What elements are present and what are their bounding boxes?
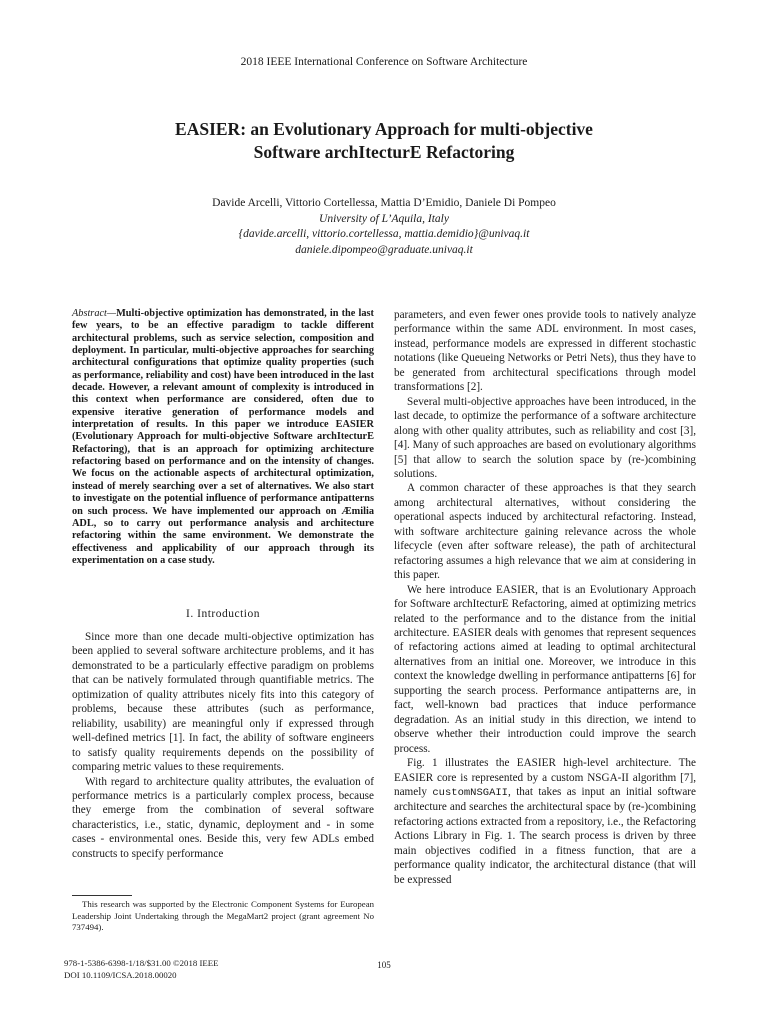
author-email-2: daniele.dipompeo@graduate.univaq.it [295,243,473,256]
intro-paragraph [394,756,696,887]
algorithm-name-code: customNSGAII [432,786,508,799]
intro-paragraph: With regard to architecture quality attributes, the evaluation of performance metrics is a particularly complex process, because they emerge from the combination of several software characteristics, i.e., static, dynamic, deployment and - in some cases - environmental ones. Beside this, very few ADLs embed constructs to specify performance [72,775,374,860]
conference-header: 2018 IEEE International Conference on Software Architecture [240,56,528,68]
abstract-label: Abstract— [72,308,117,319]
paper-title [100,118,668,164]
introduction-left-column [72,630,374,861]
abstract [72,308,374,567]
funding-footnote [72,899,374,934]
title-line-2: Software archItecturE Refactoring [253,142,515,162]
abstract-text: Multi-objective optimization has demonstrated, in the last few years, to be an effective paradigm to tackle different architectural problems, such as service selection, composition and deployment. In particular, multi-objective approaches for searching architectural configurations that optimize quality properties (such as performance, reliability and cost) have been introduced in the last decade. However, a relevant amount of complexity is introduced in this context when performance are considered, often due to expensive iterative generation of performance models and interpretation of results. In this paper we introduce EASIER (Evolutionary Approach for multi-objective Software archItecturE Refactoring), that is an approach for optimizing architecture refactoring based on performance and on the intensity of changes. We focus on the actionable aspects of architectural optimization, instead of merely searching over a set of alternatives. We also start to investigate on the potential influence of performance antipatterns on such process. We have implemented our approach on Æmilia ADL, so to carry out performance analysis and architecture refactoring within the same environment. We demonstrate the effectiveness and applicability of our approach through its experimentation on a case study. [72,308,374,566]
intro-paragraph: Several multi-objective approaches have been introduced, in the last decade, to optimize the performance of a software architecture along with other quality attributes, such as reliability and cost [3], [4]. Many of such approaches are based on evolutionary algorithms [5] that allow to search the solution space by (re-)combining solutions. [394,395,696,480]
intro-paragraph: We here introduce EASIER, that is an Evolutionary Approach for Software archItecturE Refactoring, aimed at optimizing metrics related to the performance and to the distance from the initial architecture. EASIER deals with genomes that represent sequences of refactoring actions aimed at leading to optimal architectural alternatives from an initial one. Moreover, we introduce in this context the knowledge dwelling in performance antipatterns [6] for supporting the search process. Performance antipatterns are, in fact, well-known bad practices that induce performance degradation. As an initial study in this direction, we intend to observe whether their introduction could improve the search process. [394,583,696,755]
doi-line: DOI 10.1109/ICSA.2018.00020 [64,969,177,980]
intro-paragraph: Since more than one decade multi-objective optimization has been applied to several software architecture problems, and it has demonstrated to be a particularly effective paradigm on problems that can be natively formulated through quantifiable metrics. The optimization of quality attributes nicely fits into this category of problems, because these attributes (such as performance, reliability, usability) are meaningful only if expressed through well-defined metrics [1]. In fact, the ability of software engineers to satisfy quality requirements depends on the possibility of comparing metric values to these requirements. [72,631,374,774]
intro-text: Fig. 1 illustrates the EASIER high-level architecture. The EASIER core is represented by a custom NSGA-II algorithm [7], namely [394,757,696,798]
intro-text: , that takes as input an initial software architecture and searches the architectural space by (re-)combining refactoring actions extracted from a repository, i.e., the Refactoring Actions Library in Fig. 1. The search process is driven by three main objectives codified in a fitness function, that are a performance quality indicator, the architectural distance (that will be expressed [394,785,696,886]
page-number: 105 [377,960,391,970]
intro-paragraph: parameters, and even fewer ones provide tools to natively analyze performance within the same ADL environment. In most cases, instead, performance models are expressed in different stochastic notations (like Queueing Networks or Petri Nets), thus they have to be generated from architectural specifications through model transformations [2]. [394,309,696,394]
introduction-right-column [394,308,696,887]
author-emails: {davide.arcelli, vittorio.cortellessa, mattia.demidio}@univaq.it [238,228,530,240]
title-line-1: EASIER: an Evolutionary Approach for multi-objective [175,119,593,139]
author-names: Davide Arcelli, Vittorio Cortellessa, Mattia D’Emidio, Daniele Di Pompeo [212,197,556,209]
footnote-divider [72,895,132,896]
footnote-text: This research was supported by the Electronic Component Systems for European Leadership Joint Undertaking through the MegaMart2 project (grant agreement No 737494). [72,899,374,932]
author-block [100,196,668,258]
author-affiliation: University of L’Aquila, Italy [319,212,449,225]
intro-paragraph: A common character of these approaches is that they search among architectural alternatives, without considering the operational aspects induced by architectural refactoring. Instead, with software architecture gaining relevance across the whole lifecycle (even after software release), the path of architectural refactoring assumes a high relevance that we aim at considering in this paper. [394,482,696,582]
section-heading-introduction: I. Introduction [186,608,260,620]
isbn-line: 978-1-5386-6398-1/18/$31.00 ©2018 IEEE [64,958,219,968]
